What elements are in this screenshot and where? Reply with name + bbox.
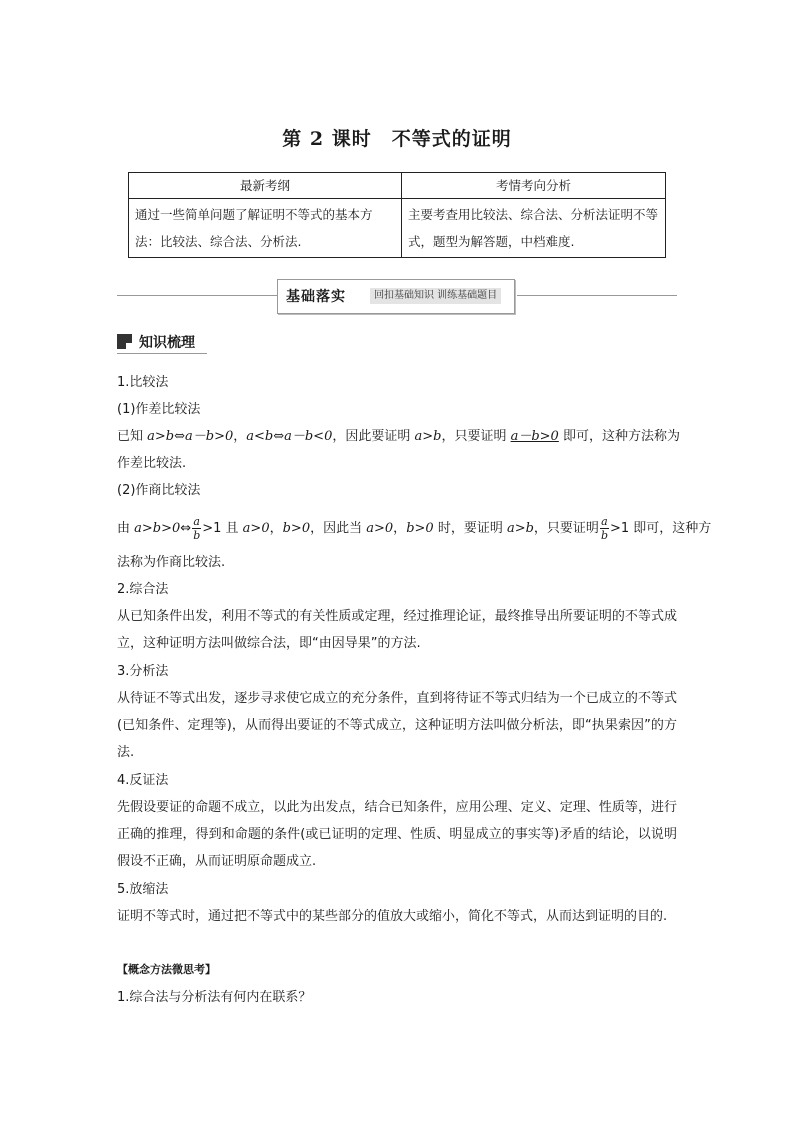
divider [517,295,677,296]
heading-underline [117,353,207,354]
formula: a<b⇔a－b<0 [246,429,333,444]
fraction-denominator: b [600,529,608,542]
paragraph: 先假设要证的命题不成立，以此为出发点，结合已知条件，应用公理、定义、定理、性质等，进行正确的推理，得到和命题的条件(或已证明的定理、性质、明显成立的事实等)矛盾的结论，以说明假设不正确，从而证明原命题成立. [117,800,677,869]
text-run: ，因此要证明 [332,429,415,444]
key-formula: a－b>0 [510,429,559,444]
text-run: ，因此当 [310,521,367,536]
paragraph: 证明不等式时，通过把不等式中的某些部分的值放大或缩小，简化不等式，从而达到证明的目的. [117,909,668,924]
text-line: 作差比较法. [117,456,187,471]
text-run: ， [393,521,407,536]
formula: b>0 [282,521,311,536]
text-run: 时，要证明 [433,521,507,536]
formula: a>b⇔a－b>0 [147,429,234,444]
text-run: 由 [117,521,135,536]
table-header-cell: 最新考纲 [129,173,402,199]
subsection-title: (2)作商比较法 [117,483,201,498]
section-title: 2.综合法 [117,582,169,597]
text-run: ⇔ [180,521,192,536]
text-run: ， [233,429,247,444]
fraction-denominator: b [193,529,201,542]
comparison-line [117,427,680,447]
knowledge-heading [117,331,207,353]
formula: a>0 [242,521,270,536]
page-title: 第 2 课时 不等式的证明 [282,128,512,150]
fraction [600,515,609,542]
text-run: >1 且 [202,521,243,536]
text-run: ，只要证明 [441,429,511,444]
text-run: >1 即可，这种方 [609,521,712,536]
text-line: 法称为作商比较法. [117,555,226,570]
table-header-cell: 考情考向分析 [402,173,666,199]
section-title: 5.放缩法 [117,882,169,897]
table-row [129,199,666,258]
formula: a>b>0 [134,521,181,536]
quotient-line [117,515,711,542]
section-banner [117,279,677,314]
heading-label: 知识梳理 [139,335,195,351]
section-title: 1.比较法 [117,375,169,390]
think-label: 【概念方法微思考】 [117,963,216,976]
formula: b>0 [406,521,434,536]
paragraph: 从已知条件出发，利用不等式的有关性质或定理，经过推理论证，最终推导出所要证明的不等式成立，这种证明方法叫做综合法，即“由因导果”的方法. [117,609,677,651]
text-run: ， [269,521,283,536]
table-header-row [129,173,666,199]
divider [117,295,277,296]
section-banner-title: 基础落实 [286,289,346,305]
text-run: ，只要证明 [533,521,599,536]
section-banner-box [277,279,515,314]
text-run: 已知 [117,429,148,444]
section-title: 4.反证法 [117,773,169,788]
question: 1.综合法与分析法有何内在联系？ [117,990,312,1005]
outline-table [128,172,666,258]
section-title: 3.分析法 [117,664,169,679]
formula: a>b [414,429,442,444]
fraction-numerator: a [601,515,608,528]
text-run: 即可，这种方法称为 [558,429,680,444]
heading-square-icon [117,334,132,349]
paragraph: 从待证不等式出发，逐步寻求使它成立的充分条件，直到将待证不等式归结为一个已成立的不等式(已知条件、定理等)，从而得出要证的不等式成立，这种证明方法叫做分析法，即“执果索因”的方法. [117,691,677,760]
fraction-numerator: a [193,515,200,528]
formula: a>0 [366,521,394,536]
formula: a>b [506,521,534,536]
subsection-title: (1)作差比较法 [117,402,201,417]
section-banner-subtitle: 回扣基础知识 训练基础题目 [370,288,501,304]
table-cell: 通过一些简单问题了解证明不等式的基本方法：比较法、综合法、分析法. [129,199,402,258]
table-cell: 主要考查用比较法、综合法、分析法证明不等式，题型为解答题，中档难度. [402,199,666,258]
fraction [192,515,201,542]
